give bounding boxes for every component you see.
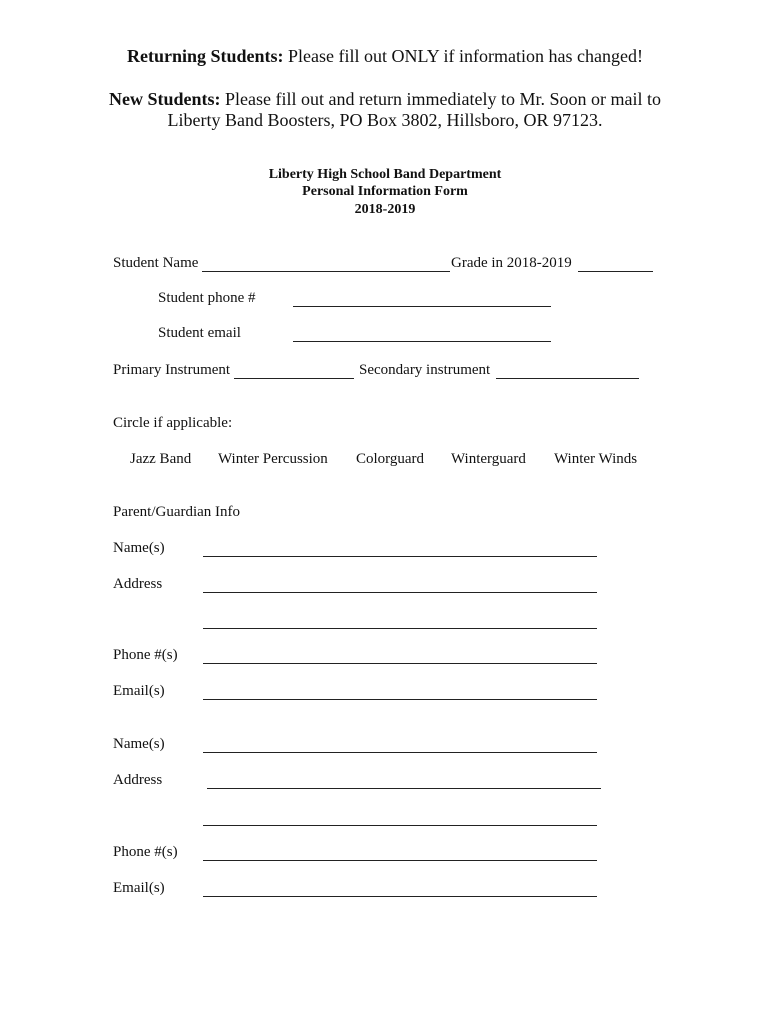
parent-heading: Parent/Guardian Info <box>113 504 241 520</box>
form-year: 2018-2019 <box>354 202 416 217</box>
guardian2-phone-label: Phone #(s) <box>113 844 178 860</box>
option-winterguard[interactable]: Winterguard <box>451 451 526 467</box>
guardian1-name-label: Name(s) <box>113 540 165 556</box>
returning-text: Please fill out ONLY if information has changed! <box>283 46 643 66</box>
guardian1-address-field-2[interactable] <box>203 628 597 629</box>
new-text-line1: Please fill out and return immediately to Mr. Soon or mail to <box>220 89 661 109</box>
guardian1-address-field-1[interactable] <box>203 592 597 593</box>
option-winter-percussion[interactable]: Winter Percussion <box>218 451 328 467</box>
grade-label: Grade in 2018-2019 <box>451 255 572 271</box>
department-title: Liberty High School Band Department <box>268 167 502 182</box>
circle-heading: Circle if applicable: <box>113 415 233 431</box>
student-name-label: Student Name <box>113 255 199 271</box>
guardian2-email-field[interactable] <box>203 896 597 897</box>
student-email-label: Student email <box>158 325 241 341</box>
guardian2-address-field-2[interactable] <box>203 825 597 826</box>
guardian1-phone-field[interactable] <box>203 663 597 664</box>
secondary-instrument-label: Secondary instrument <box>359 362 491 378</box>
guardian1-address-label: Address <box>113 576 163 592</box>
returning-notice <box>0 46 770 67</box>
guardian1-email-field[interactable] <box>203 699 597 700</box>
guardian2-phone-field[interactable] <box>203 860 597 861</box>
primary-instrument-label: Primary Instrument <box>113 362 231 378</box>
student-phone-field[interactable] <box>293 306 551 307</box>
guardian1-name-field[interactable] <box>203 556 597 557</box>
student-name-field[interactable] <box>202 271 450 272</box>
primary-instrument-field[interactable] <box>234 378 354 379</box>
option-winter-winds[interactable]: Winter Winds <box>554 451 638 467</box>
student-phone-label: Student phone # <box>158 290 256 306</box>
grade-field[interactable] <box>578 271 653 272</box>
returning-label: Returning Students: <box>127 46 284 66</box>
option-jazz-band[interactable]: Jazz Band <box>130 451 192 467</box>
guardian1-phone-label: Phone #(s) <box>113 647 178 663</box>
option-colorguard[interactable]: Colorguard <box>356 451 425 467</box>
new-label: New Students: <box>109 89 221 109</box>
student-email-field[interactable] <box>293 341 551 342</box>
form-title: Personal Information Form <box>302 184 468 199</box>
new-notice-line2: Liberty Band Boosters, PO Box 3802, Hillsboro, OR 97123. <box>167 110 603 130</box>
new-notice-line1 <box>0 89 770 110</box>
guardian2-name-field[interactable] <box>203 752 597 753</box>
guardian2-name-label: Name(s) <box>113 736 165 752</box>
guardian2-email-label: Email(s) <box>113 880 165 896</box>
guardian1-email-label: Email(s) <box>113 683 165 699</box>
guardian2-address-label: Address <box>113 772 163 788</box>
guardian2-address-field-1[interactable] <box>207 788 601 789</box>
secondary-instrument-field[interactable] <box>496 378 639 379</box>
